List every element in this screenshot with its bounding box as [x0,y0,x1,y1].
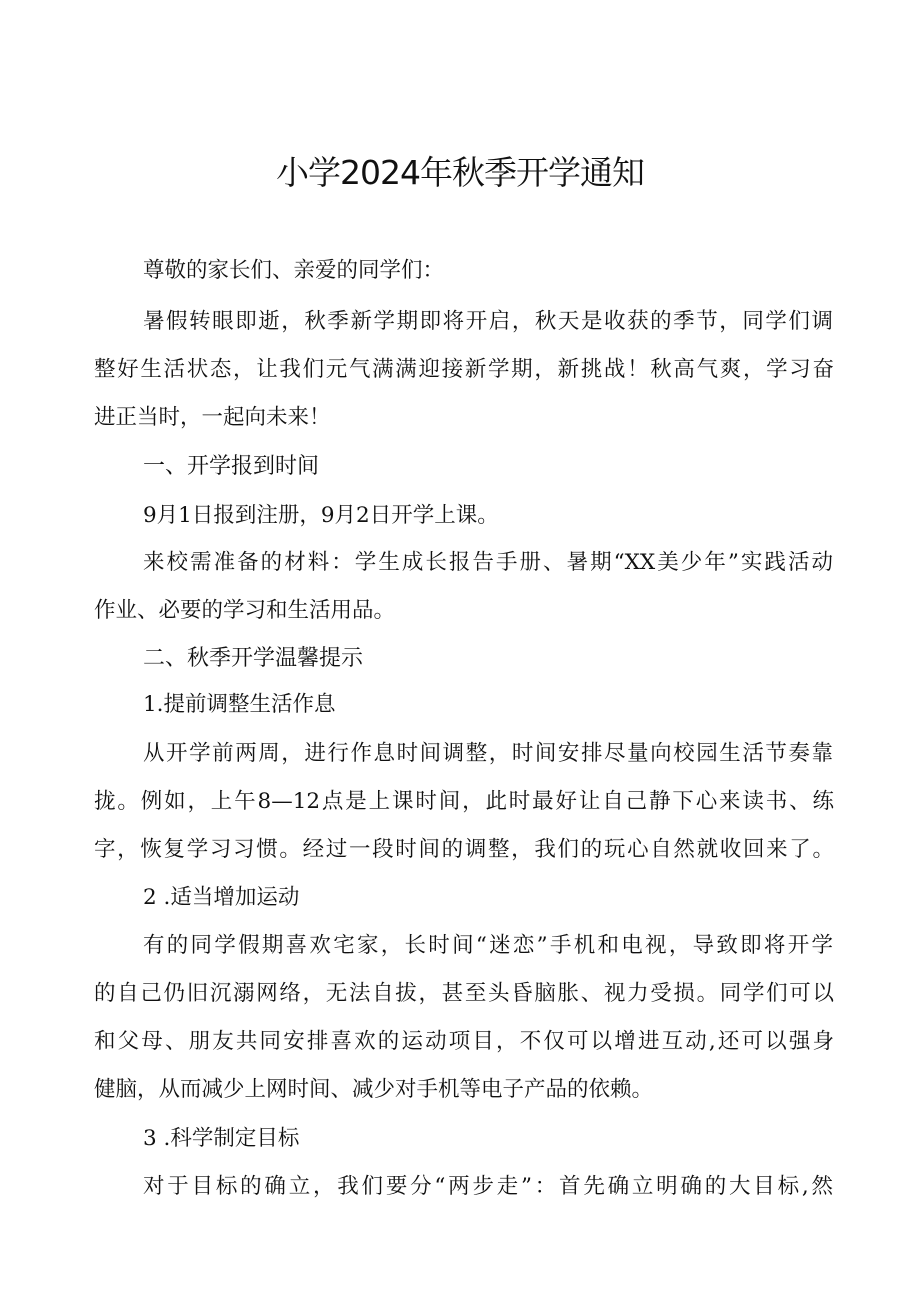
document-title: 小学2024年秋季开学通知 [276,153,644,192]
tip1-label: 1.提前调整生活作息 [143,692,336,717]
tip2-label: 2 .适当增加运动 [143,885,300,910]
intro-line-3: 进正当时，一起向未来！ [94,405,331,430]
tip2-body-line-3: 和父母、朋友共同安排喜欢的运动项目，不仅可以增进互动,还可以强身 [94,1029,834,1054]
tip1-body-line-1: 从开学前两周，进行作息时间调整，时间安排尽量向校园生活节奏靠 [143,741,833,766]
intro-line-1: 暑假转眼即逝，秋季新学期即将开启，秋天是收获的季节，同学们调 [143,309,833,334]
tip2-body-line-2: 的自己仍旧沉溺网络，无法自拔，甚至头昏脑胀、视力受损。同学们可以 [94,981,834,1006]
tip2-body-line-4: 健脑，从而减少上网时间、减少对手机等电子产品的依赖。 [94,1077,654,1102]
tip3-label: 3 .科学制定目标 [143,1126,300,1151]
tip3-body-line-1: 对于目标的确立，我们要分“两步走”：首先确立明确的大目标,然 [143,1174,833,1199]
tip2-body-line-1: 有的同学假期喜欢宅家，长时间“迷恋”手机和电视，导致即将开学 [143,933,833,958]
section1-date-line: 9月1日报到注册，9月2日开学上课。 [143,503,499,528]
section1-materials-line-2: 作业、必要的学习和生活用品。 [94,598,396,623]
section2-heading: 二、秋季开学温馨提示 [143,646,364,671]
intro-line-2: 整好生活状态，让我们元气满满迎接新学期，新挑战！秋高气爽，学习奋 [94,357,834,382]
tip1-body-line-3: 字，恢复学习习惯。经过一段时间的调整，我们的玩心自然就收回来了。 [94,837,834,862]
section1-heading: 一、开学报到时间 [143,454,320,479]
tip1-body-line-2: 拢。例如，上午8—12点是上课时间，此时最好让自己静下心来读书、练 [94,789,834,814]
section1-materials-line-1: 来校需准备的材料：学生成长报告手册、暑期“XX美少年”实践活动 [143,550,833,575]
greeting: 尊敬的家长们、亲爱的同学们： [143,258,445,283]
